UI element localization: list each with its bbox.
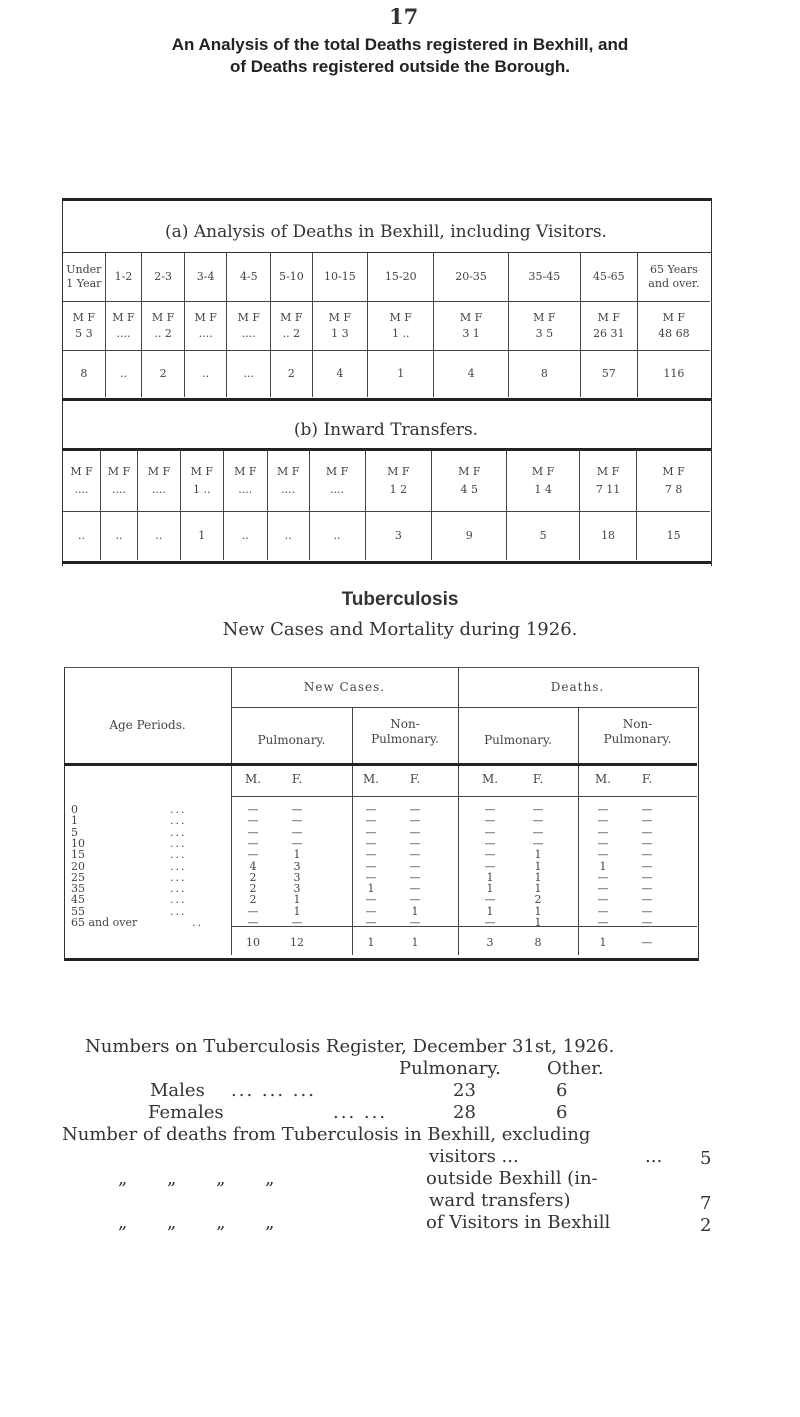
register-females-dots: ... ...: [333, 1102, 388, 1123]
age-period-dots: ...: [170, 870, 187, 884]
deaths-visitors-value: 2: [700, 1215, 712, 1236]
table-cell: —: [365, 870, 377, 884]
table-cell: 1: [411, 904, 419, 918]
table-cell: —: [641, 893, 653, 907]
table-cell: M F ....: [267, 451, 309, 512]
table-cell: 1-2: [105, 253, 142, 302]
table-cell: —: [247, 848, 259, 862]
table-cell: ..: [78, 529, 86, 542]
table-cell: 10-15: [312, 253, 368, 302]
page-number: 17: [389, 4, 419, 29]
table-cell: —: [484, 916, 496, 929]
register-males-label: Males: [150, 1080, 205, 1101]
deaths-analysis-table: [63, 253, 710, 397]
table-cell: —: [409, 916, 421, 929]
table-cell: —: [484, 893, 496, 907]
table-cell: M F 1 2: [365, 451, 432, 512]
tb-vline: [231, 668, 232, 955]
ditto-marks: „ „ „ „: [118, 1212, 275, 1233]
total-cell: 3: [486, 936, 494, 949]
table-cell: 4: [249, 859, 257, 873]
table-cell: —: [597, 814, 609, 828]
table-cell: —: [597, 848, 609, 862]
pulmonary-header: Pulmonary.: [257, 733, 326, 747]
table-cell: —: [641, 859, 653, 873]
table-cell: M F ....: [105, 302, 142, 351]
table-cell: 2: [249, 893, 257, 907]
table-cell: —: [247, 814, 259, 828]
table-cell: —: [532, 836, 544, 850]
table-cell: 45-65: [580, 253, 637, 302]
table-cell: M F 7 8: [637, 451, 710, 512]
tb-hline: [64, 763, 697, 766]
sex-column-header: M.: [362, 772, 380, 786]
table-cell: —: [484, 825, 496, 839]
table-cell: 1: [534, 870, 542, 884]
table-cell: 5-10: [271, 253, 312, 302]
table-cell: —: [247, 836, 259, 850]
table-cell: —: [597, 904, 609, 918]
age-period-dots: ...: [170, 859, 187, 873]
table-cell: 5: [507, 512, 580, 561]
table-cell: —: [641, 814, 653, 828]
table-cell: —: [365, 893, 377, 907]
table-cell: 1: [534, 848, 542, 862]
table-cell: M F 1 3: [312, 302, 368, 351]
table-cell: 3-4: [184, 253, 227, 302]
register-col-other: Other.: [547, 1058, 604, 1079]
table-cell: 3: [293, 870, 301, 884]
table-cell: 2: [271, 351, 312, 398]
table-cell: —: [365, 916, 377, 929]
table-cell: —: [597, 870, 609, 884]
table-cell: ..: [137, 512, 180, 561]
table-cell: —: [247, 904, 259, 918]
age-period-label: 0: [71, 803, 78, 816]
tb-hline: [231, 796, 697, 797]
table-cell: 2: [534, 893, 542, 907]
age-period-dots: ...: [170, 814, 187, 828]
table-cell: 1: [534, 916, 542, 929]
table-cell: M F 1 ..: [368, 302, 434, 351]
table-cell: 2: [249, 882, 257, 896]
table-cell: ..: [267, 512, 309, 561]
table-cell: —: [532, 803, 544, 816]
table-cell: M F 4 5: [432, 451, 507, 512]
age-period-label: 55: [71, 904, 85, 918]
table-cell: ..: [101, 512, 138, 561]
title-line-2: of Deaths registered outside the Borough.: [229, 57, 571, 76]
total-cell: —: [641, 936, 653, 949]
register-males-pulmonary: 23: [453, 1080, 476, 1101]
table-row: [63, 512, 710, 561]
tuberculosis-title: Tuberculosis: [341, 589, 459, 610]
table-cell: —: [484, 859, 496, 873]
age-period-label: 45: [71, 893, 85, 907]
sex-column-header: M.: [244, 772, 262, 786]
table-cell: 15-20: [368, 253, 434, 302]
table-cell: —: [291, 836, 303, 850]
table-cell: 8: [508, 351, 580, 398]
table-cell: Under 1 Year: [63, 253, 105, 302]
register-males-dots: ... ... ...: [231, 1080, 316, 1101]
table-cell: 1: [368, 351, 434, 398]
table-cell: 4: [312, 351, 368, 398]
age-period-label: 1: [71, 814, 78, 828]
sex-column-header: F.: [409, 772, 421, 786]
table-cell: —: [597, 882, 609, 896]
table-cell: —: [641, 836, 653, 850]
table-cell: 57: [580, 351, 637, 398]
table-cell: —: [247, 803, 259, 816]
age-period-dots: ...: [170, 848, 187, 862]
total-cell: 8: [534, 936, 542, 949]
deaths-header: Deaths.: [550, 680, 605, 694]
table-cell: 1: [534, 882, 542, 896]
table-cell: —: [641, 882, 653, 896]
table-cell: 15: [637, 512, 710, 561]
table-cell: 2: [249, 870, 257, 884]
inward-transfers-table: [63, 451, 710, 560]
table-cell: M F ....: [223, 451, 267, 512]
age-period-label: 65 and over: [71, 916, 138, 929]
deaths-outside-value: 7: [700, 1193, 712, 1214]
table-cell: 3: [293, 859, 301, 873]
table-cell: —: [641, 803, 653, 816]
table-cell: —: [409, 870, 421, 884]
table-cell: M F 26 31: [580, 302, 637, 351]
non-pulmonary-header: Non- Pulmonary.: [371, 717, 439, 746]
table-cell: —: [409, 882, 421, 896]
table-cell: —: [365, 836, 377, 850]
deaths-excluding-visitors-value: 5: [700, 1148, 712, 1169]
table-cell: 1: [486, 904, 494, 918]
total-cell: 1: [367, 936, 375, 949]
age-period-label: 20: [71, 859, 85, 873]
table-cell: 1: [534, 904, 542, 918]
deaths-non-pulmonary-header: Non- Pulmonary.: [603, 717, 672, 746]
page-title: [50, 34, 750, 78]
deaths-pulmonary-header: Pulmonary.: [484, 733, 552, 747]
age-period-label: 10: [71, 836, 85, 850]
age-period-dots: ...: [170, 836, 187, 850]
table-cell: —: [291, 916, 303, 929]
table-cell: —: [641, 870, 653, 884]
table-cell: —: [484, 836, 496, 850]
tuberculosis-subtitle: New Cases and Mortality during 1926.: [222, 619, 578, 640]
table-cell: —: [291, 825, 303, 839]
table-cell: M F ....: [309, 451, 365, 512]
register-males-other: 6: [556, 1080, 568, 1101]
table-cell: —: [484, 814, 496, 828]
table-cell: ...: [227, 351, 271, 398]
total-cell: 12: [290, 936, 304, 949]
table-cell: M F 1 ..: [180, 451, 223, 512]
table-row: [63, 253, 710, 302]
table-cell: —: [365, 904, 377, 918]
table-cell: —: [365, 825, 377, 839]
table-cell: 1: [486, 870, 494, 884]
table-cell: M F .. 2: [142, 302, 185, 351]
deaths-excluding-visitors-line2: visitors ...: [429, 1146, 519, 1167]
tb-vline: [458, 668, 459, 955]
table-cell: M F 3 5: [508, 302, 580, 351]
table-cell: 4-5: [227, 253, 271, 302]
age-period-dots: ...: [170, 893, 187, 907]
table-cell: —: [641, 916, 653, 929]
table-cell: 65 Years and over.: [637, 253, 710, 302]
table-cell: —: [365, 814, 377, 828]
section-b-bottom-rule: [62, 561, 711, 564]
title-line-1: An Analysis of the total Deaths registered in Bexhill, and: [171, 35, 629, 54]
table-cell: —: [409, 848, 421, 862]
age-period-label: 15: [71, 848, 85, 862]
table-cell: ..: [223, 512, 267, 561]
table-cell: 20-35: [434, 253, 508, 302]
table-cell: —: [291, 814, 303, 828]
table-cell: —: [641, 904, 653, 918]
table-cell: 35-45: [508, 253, 580, 302]
table-cell: 1: [293, 904, 301, 918]
table-cell: M F 48 68: [637, 302, 710, 351]
table-cell: —: [247, 916, 259, 929]
table-cell: M F ....: [101, 451, 138, 512]
age-period-dots: ...: [170, 803, 187, 816]
table-cell: M F 1 4: [507, 451, 580, 512]
sex-column-header: M.: [594, 772, 612, 786]
new-cases-header: New Cases.: [303, 680, 386, 694]
table-cell: M F ....: [63, 451, 101, 512]
table-cell: M F ....: [227, 302, 271, 351]
table-cell: 1: [367, 882, 375, 896]
table-cell: —: [597, 893, 609, 907]
table-row: [63, 351, 710, 398]
total-cell: 1: [599, 936, 607, 949]
table-cell: —: [247, 825, 259, 839]
sex-column-header: M.: [481, 772, 499, 786]
deaths-visitors-line: of Visitors in Bexhill: [426, 1212, 611, 1233]
table-cell: 3: [293, 882, 301, 896]
table-cell: —: [409, 859, 421, 873]
table-cell: M F .. 2: [271, 302, 312, 351]
table-cell: —: [597, 803, 609, 816]
table-cell: 8: [80, 367, 88, 380]
deaths-excluding-visitors-dots: ...: [645, 1146, 663, 1167]
table-cell: M F ....: [137, 451, 180, 512]
total-cell: 1: [411, 936, 419, 949]
register-females-label: Females: [148, 1102, 224, 1123]
table-cell: —: [597, 825, 609, 839]
table-cell: 1: [486, 882, 494, 896]
deaths-outside-line2: ward transfers): [429, 1190, 571, 1211]
table-cell: 116: [637, 351, 710, 398]
table-cell: —: [365, 848, 377, 862]
register-col-pulmonary: Pulmonary.: [399, 1058, 501, 1079]
table-cell: —: [597, 916, 609, 929]
table-cell: —: [365, 859, 377, 873]
section-b-top-rule: [62, 398, 711, 401]
table-cell: 1: [180, 512, 223, 561]
section-a-caption: (a) Analysis of Deaths in Bexhill, including Visitors.: [165, 222, 607, 242]
age-periods-header: Age Periods.: [109, 718, 186, 732]
table-cell: M F 5 3: [63, 302, 105, 351]
table-cell: —: [532, 814, 544, 828]
age-period-label: 25: [71, 870, 85, 884]
age-period-dots: ..: [192, 916, 203, 929]
table-cell: 2-3: [142, 253, 185, 302]
total-cell: 10: [246, 936, 260, 949]
age-period-dots: ...: [170, 882, 187, 896]
table-cell: 1: [293, 848, 301, 862]
table-cell: —: [641, 825, 653, 839]
table-cell: 2: [142, 351, 185, 398]
age-period-dots: ...: [170, 904, 187, 918]
table-cell: 1: [534, 859, 542, 873]
deaths-excluding-visitors-line1: Number of deaths from Tuberculosis in Bexhill, excluding: [62, 1124, 591, 1145]
table-cell: 9: [432, 512, 507, 561]
table-cell: —: [484, 848, 496, 862]
register-females-other: 6: [556, 1102, 568, 1123]
age-period-dots: ...: [170, 825, 187, 839]
age-period-label: 35: [71, 882, 85, 896]
age-period-label: 5: [71, 825, 78, 839]
table-cell: M F ....: [184, 302, 227, 351]
table-cell: ..: [105, 351, 142, 398]
table-cell: —: [484, 803, 496, 816]
table-cell: —: [597, 836, 609, 850]
table-cell: M F 7 11: [579, 451, 636, 512]
table-cell: —: [409, 836, 421, 850]
table-cell: 1: [599, 859, 607, 873]
table-cell: 4: [434, 351, 508, 398]
sex-column-header: F.: [532, 772, 544, 786]
table-cell: —: [291, 803, 303, 816]
register-females-pulmonary: 28: [453, 1102, 476, 1123]
table-cell: —: [409, 803, 421, 816]
table-cell: —: [409, 825, 421, 839]
table-cell: —: [409, 814, 421, 828]
ditto-marks: „ „ „ „: [118, 1168, 275, 1189]
section-b-caption: (b) Inward Transfers.: [293, 420, 479, 440]
table-row: [63, 451, 710, 512]
table-cell: ..: [184, 351, 227, 398]
register-heading: Numbers on Tuberculosis Register, December 31st, 1926.: [85, 1036, 615, 1057]
sex-column-header: F.: [291, 772, 303, 786]
table-cell: —: [365, 803, 377, 816]
table-cell: 18: [579, 512, 636, 561]
table-cell: —: [641, 848, 653, 862]
table-cell: ..: [309, 512, 365, 561]
sex-column-header: F.: [641, 772, 653, 786]
table-cell: 3: [365, 512, 432, 561]
table-row: [63, 302, 710, 351]
table-cell: —: [532, 825, 544, 839]
deaths-outside-line1: outside Bexhill (in-: [426, 1168, 598, 1189]
table-cell: 1: [293, 893, 301, 907]
table-cell: M F 3 1: [434, 302, 508, 351]
table-cell: —: [409, 893, 421, 907]
tb-hline: [231, 707, 697, 708]
